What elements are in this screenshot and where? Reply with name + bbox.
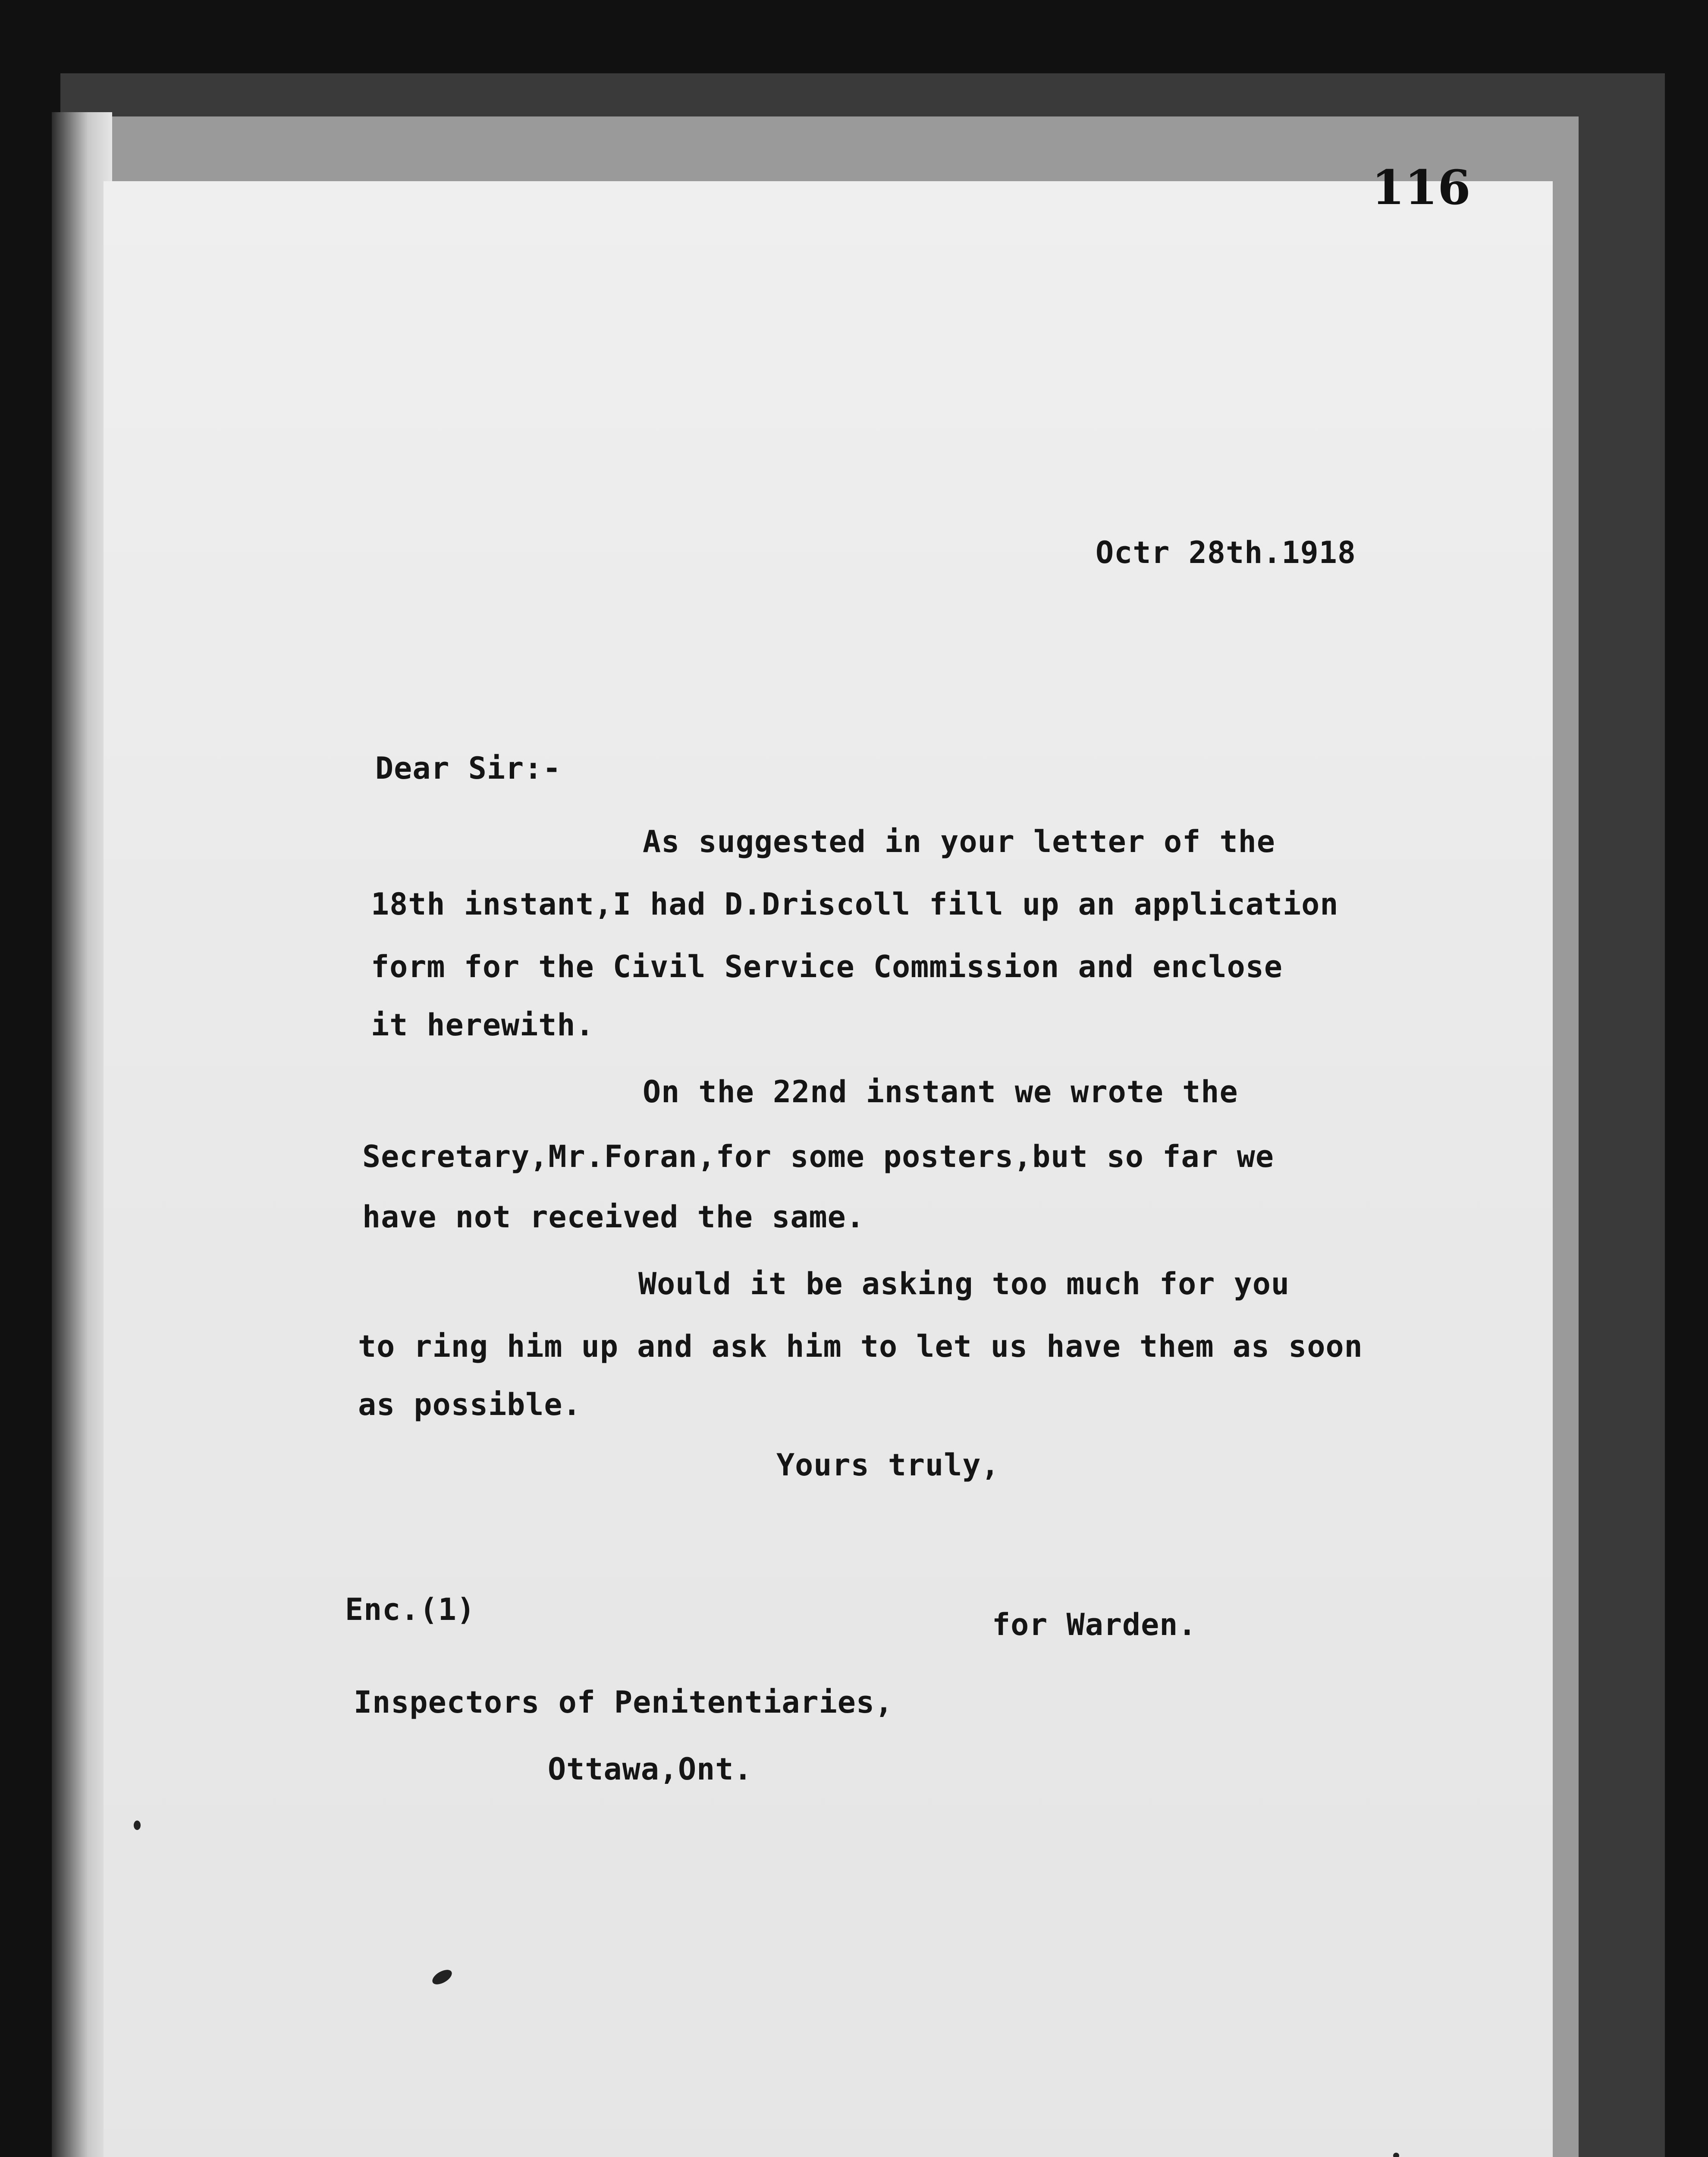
body-line: have not received the same. (362, 1199, 865, 1235)
salutation: Dear Sir:- (375, 751, 562, 786)
body-line: as possible. (358, 1387, 581, 1422)
body-line: 18th instant,I had D.Driscoll fill up an application (371, 887, 1339, 922)
body-line: Would it be asking too much for you (638, 1266, 1290, 1302)
ink-speck (134, 1821, 141, 1830)
body-line: it herewith. (371, 1007, 594, 1043)
page-number: 116 (1372, 160, 1471, 215)
body-line: Secretary,Mr.Foran,for some posters,but so far we (362, 1139, 1275, 1174)
body-line: On the 22nd instant we wrote the (643, 1074, 1238, 1110)
closing: Yours truly, (776, 1447, 1000, 1483)
enclosure-note: Enc.(1) (345, 1592, 476, 1627)
body-line: to ring him up and ask him to let us have them as soon (358, 1329, 1363, 1364)
addressee-line: Ottawa,Ont. (548, 1751, 753, 1787)
sheet-edge (52, 112, 112, 2157)
addressee-line: Inspectors of Penitentiaries, (354, 1685, 894, 1720)
body-line: As suggested in your letter of the (643, 824, 1275, 859)
letter-date: Octr 28th.1918 (1096, 535, 1356, 570)
signature-line: for Warden. (992, 1607, 1197, 1642)
body-line: form for the Civil Service Commission and enclose (371, 949, 1283, 984)
ink-speck (1393, 2153, 1399, 2157)
